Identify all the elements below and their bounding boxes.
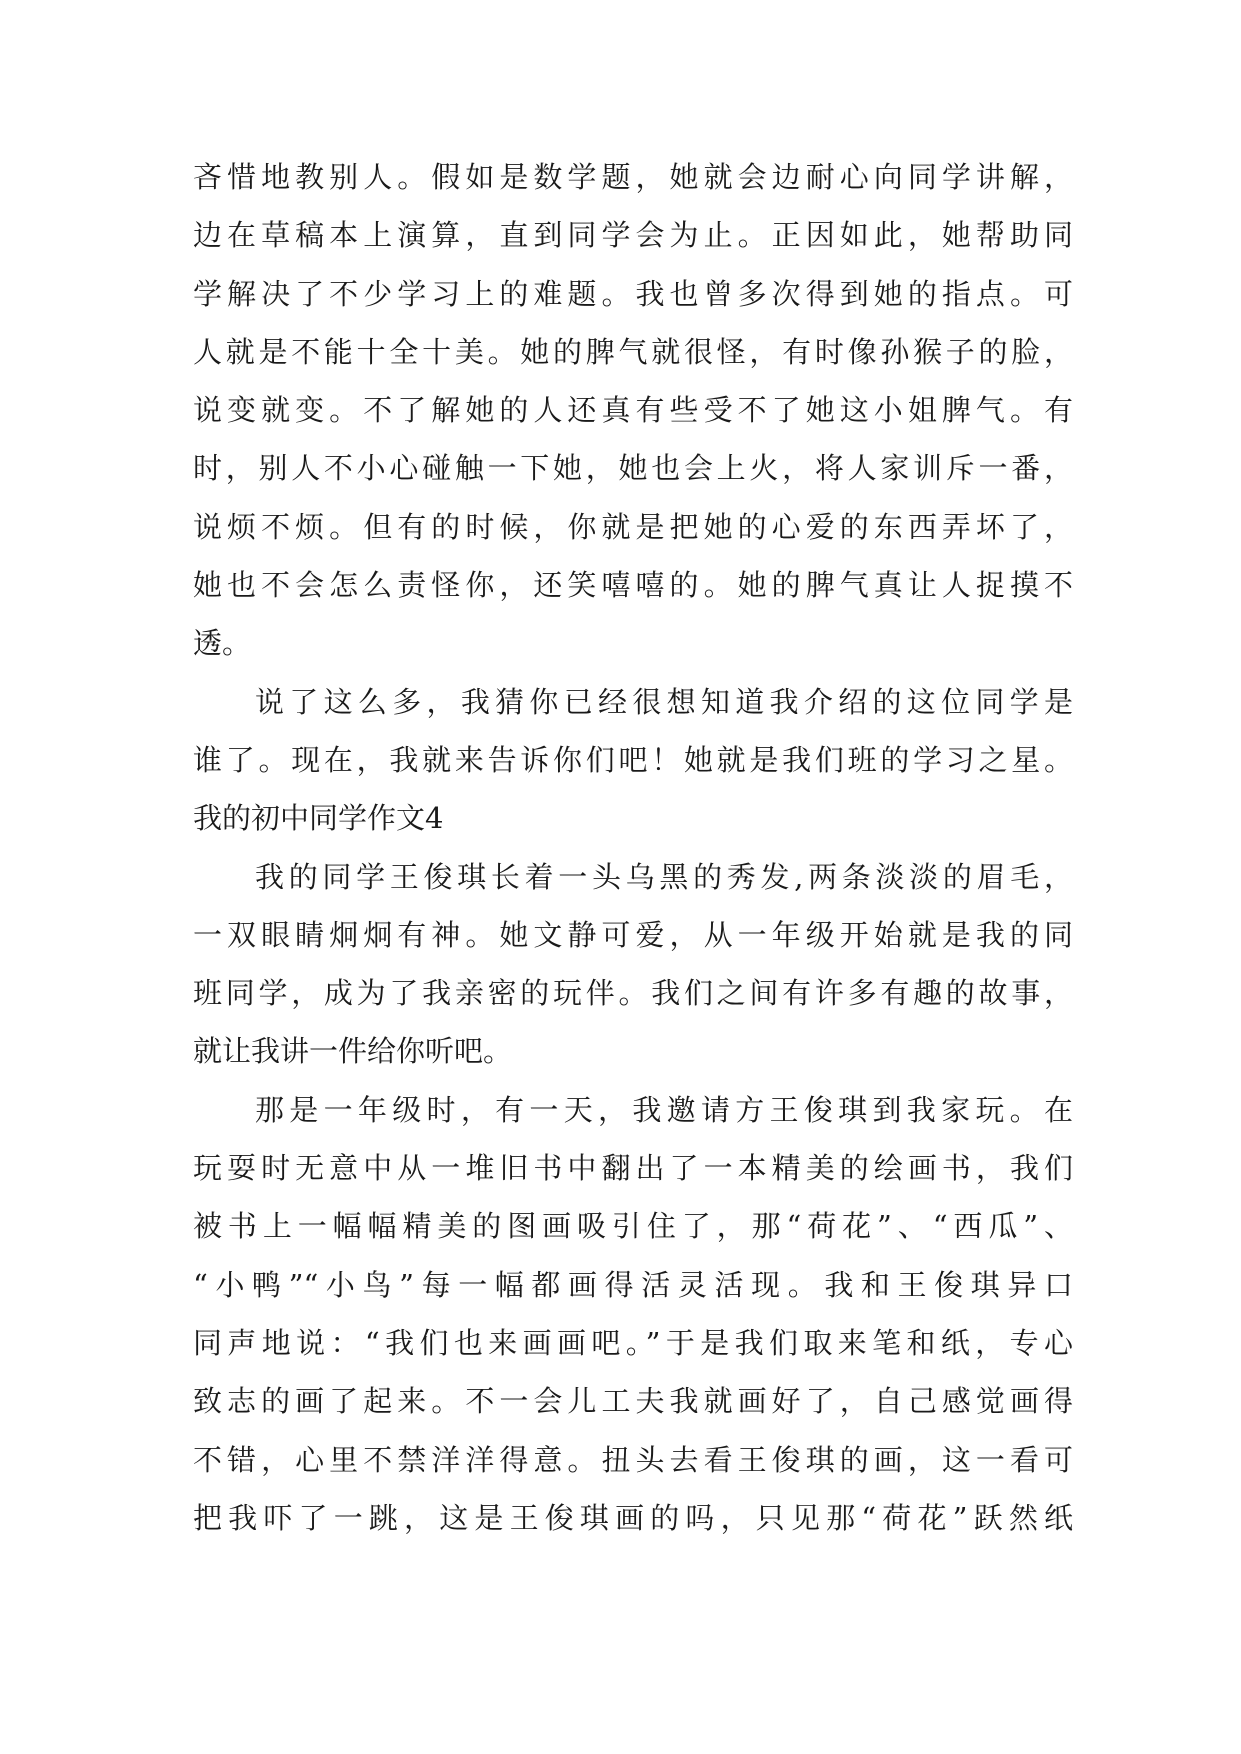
text-line: 她也不会怎么责怪你，还笑嘻嘻的。她的脾气真让人捉摸不 bbox=[193, 568, 1073, 603]
text-line: 不错，心里不禁洋洋得意。扭头去看王俊琪的画，这一看可 bbox=[193, 1442, 1073, 1477]
section-heading: 我的初中同学作文4 bbox=[193, 801, 444, 836]
text-line: 玩耍时无意中从一堆旧书中翻出了一本精美的绘画书，我们 bbox=[193, 1151, 1073, 1186]
text-line: 时，别人不小心碰触一下她，她也会上火，将人家训斥一番， bbox=[193, 451, 1073, 486]
text-line: 一双眼睛炯炯有神。她文静可爱，从一年级开始就是我的同 bbox=[193, 917, 1073, 952]
text-line: “小鸭”“小鸟”每一幅都画得活灵活现。我和王俊琪异口 bbox=[193, 1267, 1073, 1302]
document-page bbox=[193, 148, 1073, 1547]
text-line: 被书上一幅幅精美的图画吸引住了，那“荷花”、“西瓜”、 bbox=[193, 1209, 1073, 1244]
text-line: 班同学，成为了我亲密的玩伴。我们之间有许多有趣的故事， bbox=[193, 976, 1073, 1011]
text-line: 说变就变。不了解她的人还真有些受不了她这小姐脾气。有 bbox=[193, 393, 1073, 428]
text-line: 透。 bbox=[193, 626, 252, 661]
text-line: 致志的画了起来。不一会儿工夫我就画好了，自己感觉画得 bbox=[193, 1384, 1073, 1419]
text-line: 把我吓了一跳，这是王俊琪画的吗，只见那“荷花”跃然纸 bbox=[193, 1500, 1073, 1535]
text-line: 说烦不烦。但有的时候，你就是把她的心爱的东西弄坏了， bbox=[193, 509, 1073, 544]
text-line: 同声地说：“我们也来画画吧。”于是我们取来笔和纸，专心 bbox=[193, 1325, 1073, 1360]
text-line: 人就是不能十全十美。她的脾气就很怪，有时像孙猴子的脸， bbox=[193, 334, 1073, 369]
text-line: 学解决了不少学习上的难题。我也曾多次得到她的指点。可 bbox=[193, 276, 1073, 311]
text-line: 谁了。现在，我就来告诉你们吧！她就是我们班的学习之星。 bbox=[193, 742, 1073, 777]
text-line: 边在草稿本上演算，直到同学会为止。正因如此，她帮助同 bbox=[193, 218, 1073, 253]
text-line: 我的同学王俊琪长着一头乌黑的秀发,两条淡淡的眉毛， bbox=[255, 859, 1073, 894]
text-line: 就让我讲一件给你听吧。 bbox=[193, 1034, 513, 1069]
text-line: 说了这么多，我猜你已经很想知道我介绍的这位同学是 bbox=[255, 684, 1073, 719]
text-line: 那是一年级时，有一天，我邀请方王俊琪到我家玩。在 bbox=[255, 1092, 1073, 1127]
text-line: 吝惜地教别人。假如是数学题，她就会边耐心向同学讲解， bbox=[193, 160, 1073, 194]
